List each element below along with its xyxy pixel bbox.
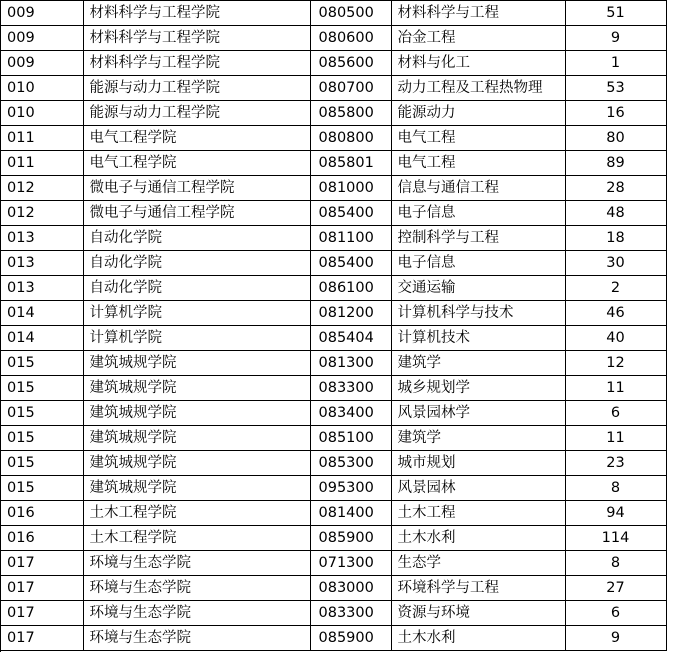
table-row [0, 426, 666, 451]
table-row [0, 26, 666, 51]
cell-school-name: 微电子与通信工程学院 [83, 176, 310, 201]
cell-count: 80 [565, 126, 666, 151]
cell-school-code: 012 [0, 176, 83, 201]
cell-major-name: 电子信息 [391, 201, 565, 226]
cell-count: 48 [565, 201, 666, 226]
cell-school-code: 017 [0, 551, 83, 576]
table-row [0, 276, 666, 301]
cell-school-code: 016 [0, 526, 83, 551]
cell-count: 8 [565, 476, 666, 501]
cell-school-name: 微电子与通信工程学院 [83, 201, 310, 226]
cell-major-code: 083300 [310, 601, 391, 626]
cell-school-name: 建筑城规学院 [83, 451, 310, 476]
table-row [0, 151, 666, 176]
cell-school-name: 自动化学院 [83, 276, 310, 301]
table-row [0, 51, 666, 76]
cell-count: 6 [565, 401, 666, 426]
cell-school-name: 能源与动力工程学院 [83, 101, 310, 126]
cell-school-code: 015 [0, 451, 83, 476]
cell-school-code: 009 [0, 1, 83, 26]
cell-count: 18 [565, 226, 666, 251]
table-row [0, 326, 666, 351]
table-row [0, 526, 666, 551]
cell-major-code: 083400 [310, 401, 391, 426]
cell-major-code: 081200 [310, 301, 391, 326]
cell-count: 6 [565, 601, 666, 626]
cell-major-code: 085600 [310, 51, 391, 76]
cell-major-name: 交通运输 [391, 276, 565, 301]
cell-school-code: 015 [0, 476, 83, 501]
table-row [0, 301, 666, 326]
table-row [0, 251, 666, 276]
cell-major-code: 086100 [310, 276, 391, 301]
cell-major-name: 土木水利 [391, 626, 565, 651]
cell-major-name: 城乡规划学 [391, 376, 565, 401]
cell-school-code: 017 [0, 626, 83, 651]
cell-count: 8 [565, 551, 666, 576]
cell-major-name: 材料与化工 [391, 51, 565, 76]
cell-major-name: 资源与环境 [391, 601, 565, 626]
cell-school-name: 环境与生态学院 [83, 576, 310, 601]
cell-school-code: 017 [0, 576, 83, 601]
table-row [0, 201, 666, 226]
cell-major-name: 风景园林学 [391, 401, 565, 426]
table-row [0, 351, 666, 376]
cell-school-code: 013 [0, 251, 83, 276]
cell-school-name: 材料科学与工程学院 [83, 51, 310, 76]
cell-major-name: 信息与通信工程 [391, 176, 565, 201]
cell-school-name: 材料科学与工程学院 [83, 26, 310, 51]
cell-major-code: 085404 [310, 326, 391, 351]
cell-major-code: 085100 [310, 426, 391, 451]
cell-count: 11 [565, 426, 666, 451]
cell-major-name: 土木工程 [391, 501, 565, 526]
cell-major-name: 材料科学与工程 [391, 1, 565, 26]
cell-school-name: 环境与生态学院 [83, 601, 310, 626]
cell-major-code: 081100 [310, 226, 391, 251]
cell-school-name: 建筑城规学院 [83, 401, 310, 426]
table-row [0, 376, 666, 401]
cell-school-name: 建筑城规学院 [83, 351, 310, 376]
table-row [0, 101, 666, 126]
cell-major-name: 电气工程 [391, 151, 565, 176]
cell-school-name: 材料科学与工程学院 [83, 1, 310, 26]
cell-school-code: 016 [0, 501, 83, 526]
cell-school-code: 011 [0, 151, 83, 176]
cell-major-name: 土木水利 [391, 526, 565, 551]
cell-school-code: 015 [0, 376, 83, 401]
cell-major-code: 085900 [310, 626, 391, 651]
cell-major-name: 建筑学 [391, 426, 565, 451]
cell-count: 28 [565, 176, 666, 201]
cell-school-name: 环境与生态学院 [83, 626, 310, 651]
cell-major-code: 080700 [310, 76, 391, 101]
cell-count: 40 [565, 326, 666, 351]
cell-school-code: 012 [0, 201, 83, 226]
cell-count: 46 [565, 301, 666, 326]
cell-major-code: 085400 [310, 201, 391, 226]
cell-school-name: 建筑城规学院 [83, 476, 310, 501]
cell-major-name: 动力工程及工程热物理 [391, 76, 565, 101]
cell-count: 27 [565, 576, 666, 601]
table-row [0, 176, 666, 201]
cell-school-name: 电气工程学院 [83, 126, 310, 151]
cell-count: 11 [565, 376, 666, 401]
table-row [0, 476, 666, 501]
cell-major-code: 083000 [310, 576, 391, 601]
cell-count: 30 [565, 251, 666, 276]
cell-major-name: 控制科学与工程 [391, 226, 565, 251]
cell-major-name: 建筑学 [391, 351, 565, 376]
cell-count: 51 [565, 1, 666, 26]
cell-major-code: 085300 [310, 451, 391, 476]
cell-major-code: 085801 [310, 151, 391, 176]
cell-school-name: 自动化学院 [83, 251, 310, 276]
table-row [0, 601, 666, 626]
table-row [0, 501, 666, 526]
cell-major-name: 冶金工程 [391, 26, 565, 51]
cell-school-code: 014 [0, 301, 83, 326]
cell-school-code: 015 [0, 401, 83, 426]
cell-school-name: 环境与生态学院 [83, 551, 310, 576]
cell-school-code: 010 [0, 101, 83, 126]
cell-count: 9 [565, 26, 666, 51]
cell-school-name: 建筑城规学院 [83, 426, 310, 451]
table-row [0, 226, 666, 251]
cell-major-code: 085800 [310, 101, 391, 126]
cell-school-code: 014 [0, 326, 83, 351]
cell-major-name: 风景园林 [391, 476, 565, 501]
cell-school-code: 011 [0, 126, 83, 151]
cell-major-name: 环境科学与工程 [391, 576, 565, 601]
cell-school-code: 010 [0, 76, 83, 101]
cell-school-name: 能源与动力工程学院 [83, 76, 310, 101]
table-row [0, 1, 666, 26]
cell-major-code: 081400 [310, 501, 391, 526]
cell-major-code: 081000 [310, 176, 391, 201]
cell-major-name: 计算机科学与技术 [391, 301, 565, 326]
cell-school-code: 015 [0, 351, 83, 376]
cell-major-code: 083300 [310, 376, 391, 401]
cell-count: 12 [565, 351, 666, 376]
cell-school-name: 建筑城规学院 [83, 376, 310, 401]
cell-major-code: 085400 [310, 251, 391, 276]
cell-major-code: 080600 [310, 26, 391, 51]
cell-major-name: 电气工程 [391, 126, 565, 151]
table-row [0, 451, 666, 476]
cell-school-code: 013 [0, 226, 83, 251]
cell-school-name: 计算机学院 [83, 326, 310, 351]
table-row [0, 76, 666, 101]
table-row [0, 576, 666, 601]
cell-major-code: 080500 [310, 1, 391, 26]
cell-school-name: 电气工程学院 [83, 151, 310, 176]
cell-major-code: 095300 [310, 476, 391, 501]
cell-major-name: 生态学 [391, 551, 565, 576]
cell-school-code: 009 [0, 51, 83, 76]
table-row [0, 126, 666, 151]
cell-count: 94 [565, 501, 666, 526]
cell-count: 89 [565, 151, 666, 176]
cell-major-code: 071300 [310, 551, 391, 576]
cell-school-code: 017 [0, 601, 83, 626]
table-row [0, 401, 666, 426]
cell-major-name: 电子信息 [391, 251, 565, 276]
cell-school-code: 009 [0, 26, 83, 51]
table-row [0, 626, 666, 651]
cell-count: 114 [565, 526, 666, 551]
cell-major-name: 能源动力 [391, 101, 565, 126]
cell-school-name: 土木工程学院 [83, 526, 310, 551]
cell-school-code: 015 [0, 426, 83, 451]
cell-major-code: 080800 [310, 126, 391, 151]
table-row [0, 551, 666, 576]
cell-school-name: 自动化学院 [83, 226, 310, 251]
cell-count: 23 [565, 451, 666, 476]
cell-count: 53 [565, 76, 666, 101]
cell-count: 9 [565, 626, 666, 651]
cell-count: 16 [565, 101, 666, 126]
cell-major-code: 081300 [310, 351, 391, 376]
cell-count: 2 [565, 276, 666, 301]
cell-school-name: 土木工程学院 [83, 501, 310, 526]
cell-school-code: 013 [0, 276, 83, 301]
cell-count: 1 [565, 51, 666, 76]
cell-major-name: 城市规划 [391, 451, 565, 476]
cell-major-name: 计算机技术 [391, 326, 565, 351]
cell-school-name: 计算机学院 [83, 301, 310, 326]
cell-major-code: 085900 [310, 526, 391, 551]
